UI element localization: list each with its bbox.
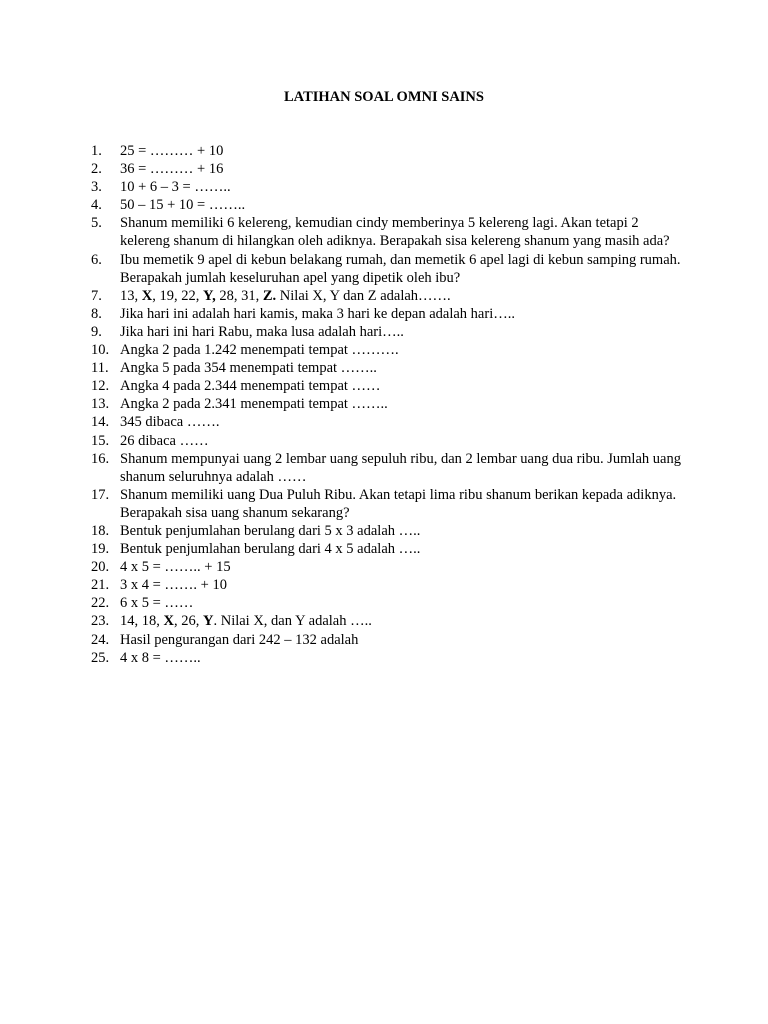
question-text-segment: Angka 5 pada 354 menempati tempat ……..: [120, 360, 377, 377]
question-text-segment: 26 dibaca ……: [120, 432, 209, 449]
question-item: [91, 594, 691, 612]
question-item: [91, 341, 691, 359]
question-text: [120, 377, 691, 395]
question-text: [120, 178, 691, 196]
question-text-segment: Angka 2 pada 1.242 menempati tempat ……….: [120, 342, 399, 359]
question-item: [91, 359, 691, 377]
question-number: 23.: [91, 613, 110, 630]
question-text: [120, 395, 691, 413]
question-number: 4.: [91, 197, 102, 214]
question-variable: Z.: [262, 287, 277, 304]
question-item: [91, 486, 691, 522]
question-text-segment: Jika hari ini hari Rabu, maka lusa adalah hari…..: [120, 323, 404, 340]
question-text: [120, 631, 691, 649]
question-number: 25.: [91, 649, 110, 666]
question-text-segment: , 26,: [173, 613, 203, 630]
question-variable: Y,: [202, 287, 216, 304]
question-number: 19.: [91, 541, 110, 558]
question-item: [91, 649, 691, 667]
question-number: 14.: [91, 414, 110, 431]
question-text-segment: Angka 4 pada 2.344 menempati tempat ……: [120, 378, 381, 395]
question-text-segment: Jika hari ini adalah hari kamis, maka 3 hari ke depan adalah hari…..: [120, 305, 515, 322]
question-text: [120, 576, 691, 594]
question-number: 16.: [91, 450, 110, 467]
question-item: [91, 612, 691, 630]
question-text-segment: Hasil pengurangan dari 242 – 132 adalah: [120, 631, 359, 648]
question-text: [120, 649, 691, 667]
question-item: [91, 305, 691, 323]
question-number: 1.: [91, 143, 102, 159]
question-text-segment: 345 dibaca …….: [120, 414, 220, 431]
question-text-segment: , 19, 22,: [152, 287, 203, 304]
question-text-segment: 25 = ……… + 10: [120, 143, 224, 159]
question-text: [120, 486, 691, 522]
question-variable: Y: [202, 613, 214, 630]
question-text: [120, 341, 691, 359]
question-text: [120, 359, 691, 377]
question-number: 20.: [91, 559, 110, 576]
question-text: [120, 287, 691, 305]
question-text: [120, 522, 691, 540]
question-text: [120, 594, 691, 612]
question-item: [91, 196, 691, 214]
question-number: 6.: [91, 251, 102, 268]
question-item: [91, 576, 691, 594]
question-number: 3.: [91, 179, 102, 196]
question-number: 12.: [91, 378, 110, 395]
question-item: [91, 160, 691, 178]
question-text-segment: 13,: [120, 287, 142, 304]
question-text-segment: 4 x 5 = …….. + 15: [120, 559, 231, 576]
question-number: 13.: [91, 396, 110, 413]
question-number: 8.: [91, 305, 102, 322]
question-text-segment: Bentuk penjumlahan berulang dari 4 x 5 adalah …..: [120, 541, 421, 558]
question-number: 9.: [91, 323, 102, 340]
question-text: [120, 540, 691, 558]
question-text: [120, 305, 691, 323]
question-text: [120, 196, 691, 214]
question-item: [91, 631, 691, 649]
question-text: [120, 432, 691, 450]
question-item: [91, 214, 691, 250]
question-text: [120, 214, 691, 250]
question-text-segment: 4 x 8 = ……..: [120, 649, 201, 666]
question-number: 11.: [91, 360, 109, 377]
question-number: 2.: [91, 161, 102, 178]
question-text-segment: Bentuk penjumlahan berulang dari 5 x 3 adalah …..: [120, 522, 421, 539]
question-item: [91, 287, 691, 305]
question-text-segment: 10 + 6 – 3 = ……..: [120, 179, 231, 196]
question-item: [91, 377, 691, 395]
question-item: [91, 251, 691, 287]
question-text-segment: 14, 18,: [120, 613, 164, 630]
question-text-segment: Shanum mempunyai uang 2 lembar uang sepuluh ribu, dan 2 lembar uang dua ribu. Jumlah uang shanum seluruhnya adalah ……: [120, 450, 681, 485]
question-item: [91, 178, 691, 196]
question-number: 10.: [91, 342, 110, 359]
question-text-segment: Ibu memetik 9 apel di kebun belakang rumah, dan memetik 6 apel lagi di kebun samping rumah. Berapakah jumlah keseluruhan apel yang dipetik oleh ibu?: [120, 251, 681, 286]
question-text-segment: Nilai X, Y dan Z adalah…….: [276, 287, 451, 304]
question-item: [91, 413, 691, 431]
question-item: [91, 323, 691, 341]
question-text: [120, 612, 691, 630]
question-text-segment: 50 – 15 + 10 = ……..: [120, 197, 246, 214]
question-list: [91, 142, 691, 667]
question-text-segment: . Nilai X, dan Y adalah …..: [213, 613, 372, 630]
question-item: [91, 558, 691, 576]
question-number: 22.: [91, 595, 110, 612]
question-number: 21.: [91, 577, 110, 594]
question-item: [91, 432, 691, 450]
question-number: 15.: [91, 432, 110, 449]
question-text-segment: 36 = ……… + 16: [120, 161, 224, 178]
question-text-segment: 6 x 5 = ……: [120, 595, 194, 612]
question-text: [120, 142, 691, 160]
question-number: 17.: [91, 486, 110, 503]
question-text-segment: Shanum memiliki uang Dua Puluh Ribu. Akan tetapi lima ribu shanum berikan kepada adiknya. Berapakah sisa uang shanum sekarang?: [120, 486, 677, 521]
question-text-segment: Shanum memiliki 6 kelereng, kemudian cindy memberinya 5 kelereng lagi. Akan tetapi 2 kelereng shanum di hilangkan oleh adiknya. Berapakah sisa kelereng shanum yang masih ada?: [120, 215, 670, 250]
question-number: 18.: [91, 522, 110, 539]
question-item: [91, 395, 691, 413]
question-text: [120, 413, 691, 431]
page-title: LATIHAN SOAL OMNI SAINS: [284, 89, 484, 105]
question-text: [120, 558, 691, 576]
question-text: [120, 323, 691, 341]
question-variable: X: [141, 287, 153, 304]
question-number: 5.: [91, 215, 102, 232]
question-text: [120, 450, 691, 486]
question-item: [91, 522, 691, 540]
question-text: [120, 160, 691, 178]
question-variable: X: [163, 613, 174, 630]
question-text-segment: Angka 2 pada 2.341 menempati tempat ……..: [120, 396, 388, 413]
question-item: [91, 540, 691, 558]
question-number: 7.: [91, 287, 102, 304]
question-number: 24.: [91, 631, 110, 648]
question-text: [120, 251, 691, 287]
question-text-segment: 3 x 4 = ……. + 10: [120, 577, 227, 594]
question-item: [91, 450, 691, 486]
question-item: [91, 142, 691, 160]
question-text-segment: 28, 31,: [215, 287, 263, 304]
